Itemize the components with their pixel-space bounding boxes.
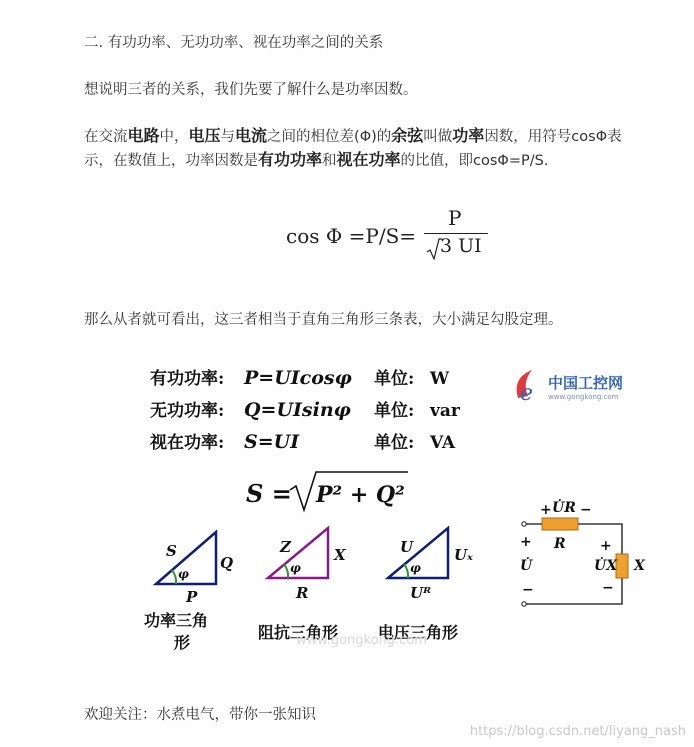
label-phi: φ: [410, 561, 421, 575]
definition-text: 叫做: [423, 129, 453, 145]
formula-numerator: P: [448, 206, 462, 230]
row-name: 视在功率:: [150, 433, 225, 453]
logo-text: 中国工控网: [548, 374, 624, 392]
keyword-cosine: 余弦: [391, 126, 424, 145]
caption-voltage-triangle: 电压三角形: [378, 623, 459, 642]
row-unit: var: [430, 401, 460, 421]
power-factor-formula: [286, 206, 506, 266]
keyword-power: 功率: [452, 126, 485, 145]
voltage-triangle: [378, 528, 473, 642]
figure-watermark: www.gongkong.com: [296, 633, 427, 648]
minus-sign: −: [580, 502, 592, 518]
plus-sign: +: [520, 534, 532, 550]
rx-circuit: [520, 498, 646, 606]
svg-text:e: e: [520, 381, 534, 406]
formula-lhs: cos Φ =P/S=: [286, 224, 417, 248]
row-name: 有功功率:: [150, 369, 225, 389]
footer-text: 欢迎关注：水煮电气，带你一张知识: [84, 707, 316, 723]
definition-line-2: [84, 148, 548, 173]
label-ur: U̇R: [552, 500, 576, 516]
definition-text: 在交流: [84, 129, 128, 145]
label-phi: φ: [290, 561, 301, 575]
label-q: Q: [220, 554, 234, 572]
minus-sign: −: [522, 582, 534, 598]
plus-sign: +: [540, 502, 552, 518]
power-triangle-figure: [140, 356, 660, 668]
label-u: U: [400, 538, 414, 556]
section-heading: 二. 有功功率、无功功率、视在功率之间的关系: [84, 35, 384, 51]
keyword-active-power: 有功功率: [258, 150, 323, 169]
label-z: Z: [280, 538, 291, 556]
intro-paragraph: 想说明三者的关系，我们先要了解什么是功率因数。: [84, 82, 418, 98]
keyword-current: 电流: [235, 126, 268, 145]
label-phi: φ: [178, 567, 189, 581]
definition-text: 与: [220, 129, 236, 145]
label-p: P: [186, 588, 198, 606]
label-ur: Uᴿ: [410, 584, 431, 602]
caption-impedance-triangle: 阻抗三角形: [258, 623, 339, 642]
row-unit: W: [430, 369, 450, 389]
minus-sign: −: [602, 580, 614, 596]
formula-s: S =: [246, 479, 292, 508]
label-ux: Uₓ: [454, 546, 473, 564]
caption-power-triangle: 功率三角: [144, 611, 209, 630]
conclusion-paragraph: 那么从者就可看出，这三者相当于直角三角形三条表，大小满足勾股定理。: [84, 312, 563, 328]
caption-power-triangle-cont: 形: [174, 633, 191, 652]
label-s: S: [166, 542, 177, 560]
row-formula: Q=UIsinφ: [244, 399, 351, 421]
row-name: 无功功率:: [150, 401, 225, 421]
definition-text: 因数，用符号cosΦ表: [484, 129, 622, 145]
power-triangle: [144, 532, 233, 652]
label-r: R: [296, 584, 309, 602]
definition-text: 中，: [159, 129, 189, 145]
formula-radicand: P² + Q²: [316, 482, 405, 508]
label-x: X: [634, 558, 645, 574]
row-unit-label: 单位:: [374, 401, 415, 421]
keyword-voltage: 电压: [188, 126, 221, 145]
row-formula: S=UI: [244, 431, 300, 453]
keyword-circuit: 电路: [127, 126, 160, 145]
pythagorean-formula: [246, 472, 408, 510]
row-unit-label: 单位:: [374, 369, 415, 389]
gongkong-logo: [517, 370, 623, 406]
row-unit: VA: [430, 433, 456, 453]
fraction-bar: [424, 233, 488, 234]
definition-text: 的比值，即cosΦ=P/S.: [400, 153, 549, 169]
formula-denominator: 3 UI: [440, 235, 482, 257]
keyword-apparent-power: 视在功率: [336, 150, 401, 169]
definition-text: 和: [322, 153, 337, 169]
logo-url: www.gongkong.com: [548, 393, 619, 401]
label-r: R: [554, 536, 566, 552]
row-unit-label: 单位:: [374, 433, 415, 453]
definition-line-1: [84, 124, 622, 149]
label-x: X: [334, 546, 346, 564]
definition-text: 之间的相位差(Φ)的: [267, 129, 392, 145]
impedance-triangle: [258, 528, 347, 642]
label-ux: U̇X: [594, 558, 618, 574]
page-watermark: https://blog.csdn.net/liyang_nash: [469, 724, 686, 739]
row-formula: P=UIcosφ: [244, 367, 352, 389]
plus-sign: +: [600, 538, 612, 554]
label-u: U̇: [520, 558, 533, 574]
definition-text: 示，在数值上，功率因数是: [84, 153, 258, 169]
